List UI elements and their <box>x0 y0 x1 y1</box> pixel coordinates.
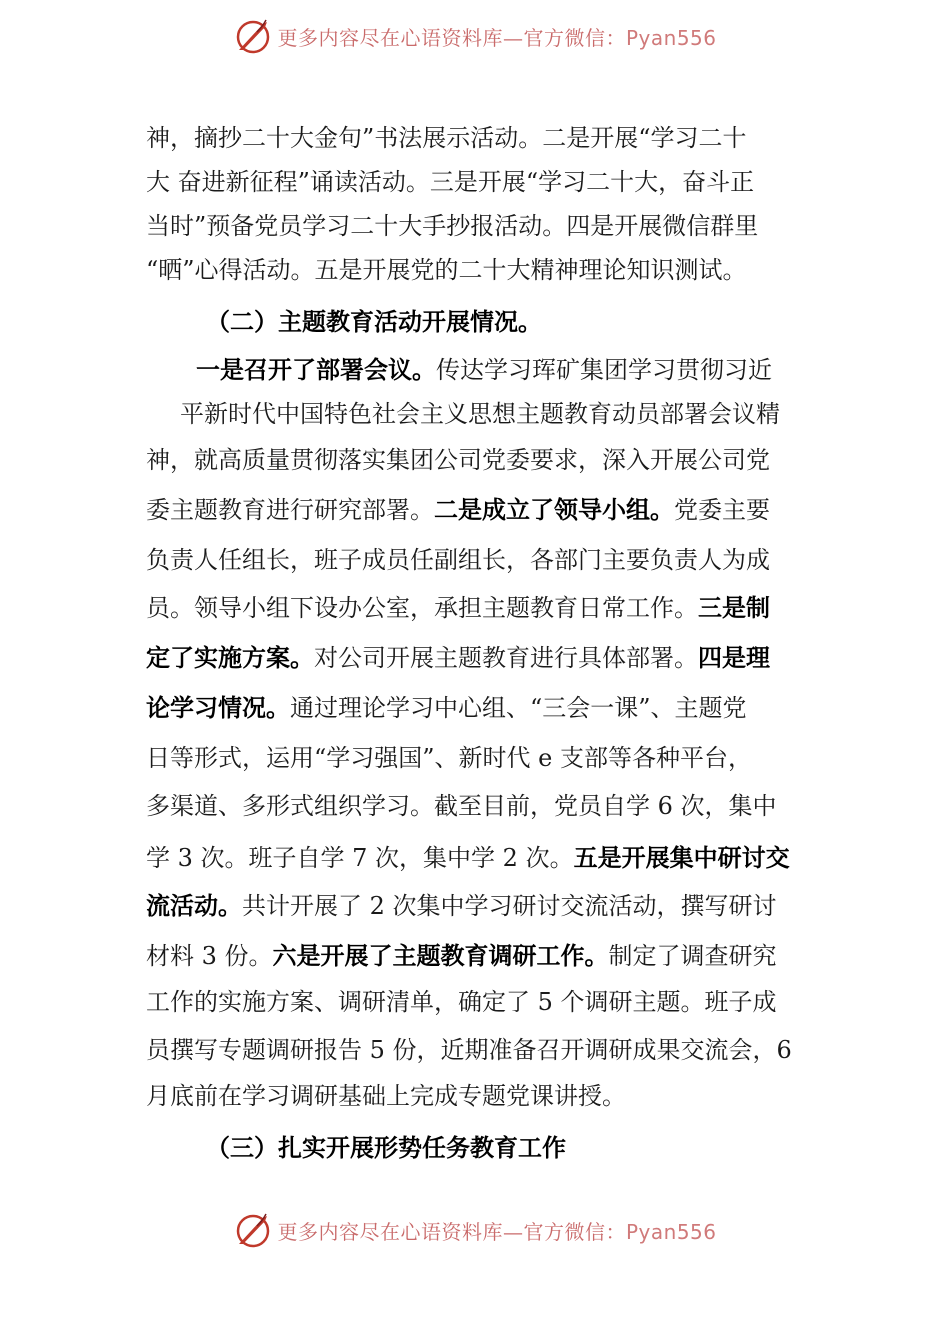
text-run: 共计开展了 2 次集中学习研讨交流活动，撰写研讨 <box>242 892 777 920</box>
footer-banner <box>0 1208 950 1252</box>
bold-phrase: 论学习情况。 <box>146 694 290 722</box>
bold-phrase: 流活动。 <box>146 892 242 920</box>
section-heading <box>206 1128 886 1168</box>
text-run: 传达学习珲矿集团学习贯彻习近 <box>436 356 772 384</box>
text-run: 员撰写专题调研报告 5 份，近期准备召开调研成果交流会，6 <box>146 1036 792 1064</box>
text-run: 负责人任组长，班子成员任副组长，各部门主要负责人为成 <box>146 546 770 574</box>
quill-logo-icon <box>233 1210 273 1250</box>
text-line <box>146 206 826 246</box>
text-run: “晒”心得活动。五是开展党的二十大精神理论知识测试。 <box>146 256 747 284</box>
text-line <box>146 490 826 530</box>
text-run: 党委主要 <box>674 496 770 524</box>
text-line <box>146 1030 826 1070</box>
bold-phrase: 二是成立了领导小组。 <box>434 496 674 524</box>
text-line <box>146 1076 826 1116</box>
bold-phrase: 定了实施方案。 <box>146 644 314 672</box>
text-line <box>146 936 826 976</box>
text-run: 对公司开展主题教育进行具体部署。 <box>314 644 698 672</box>
text-run: 日等形式，运用“学习强国”、新时代 e 支部等各种平台， <box>146 744 752 772</box>
text-line <box>146 118 826 158</box>
text-run: 员。领导小组下设办公室，承担主题教育日常工作。 <box>146 594 698 622</box>
text-line <box>146 638 826 678</box>
bold-phrase: （二）主题教育活动开展情况。 <box>206 308 542 336</box>
text-run: 多渠道、多形式组织学习。截至目前，党员自学 6 次，集中 <box>146 792 777 820</box>
text-run: 学 3 次。班子自学 7 次，集中学 2 次。 <box>146 844 574 872</box>
text-run: 神，就高质量贯彻落实集团公司党委要求，深入开展公司党 <box>146 446 770 474</box>
text-line <box>146 982 826 1022</box>
text-line <box>146 162 826 202</box>
header-banner <box>0 14 950 58</box>
text-line <box>146 588 826 628</box>
bold-phrase: 五是开展集中研讨交 <box>573 844 790 872</box>
bold-phrase: 六是开展了主题教育调研工作。 <box>272 942 609 970</box>
text-line <box>146 688 826 728</box>
text-run: 工作的实施方案、调研清单，确定了 5 个调研主题。班子成 <box>146 988 777 1016</box>
banner-text: 更多内容尽在心语资料库—官方微信：Pyan556 <box>277 25 717 50</box>
bold-phrase: （三）扎实开展形势任务教育工作 <box>206 1134 566 1162</box>
text-line <box>146 738 826 778</box>
banner-text: 更多内容尽在心语资料库—官方微信：Pyan556 <box>277 1219 717 1244</box>
section-heading <box>206 302 886 342</box>
text-run: 神，摘抄二十大金句”书法展示活动。二是开展“学习二十 <box>146 124 747 152</box>
text-line <box>146 540 826 580</box>
quill-logo-icon <box>233 16 273 56</box>
text-run: 月底前在学习调研基础上完成专题党课讲授。 <box>146 1082 626 1110</box>
text-line <box>196 350 876 390</box>
text-run: 通过理论学习中心组、“三会一课”、主题党 <box>290 694 747 722</box>
text-line <box>146 786 826 826</box>
text-run: 制定了调查研究 <box>608 942 777 970</box>
text-line <box>146 440 826 480</box>
bold-phrase: 三是制 <box>698 594 770 622</box>
text-line <box>146 838 826 878</box>
text-run: 委主题教育进行研究部署。 <box>146 496 434 524</box>
text-line <box>180 394 860 434</box>
text-line <box>146 250 826 290</box>
text-run: 平新时代中国特色社会主义思想主题教育动员部署会议精 <box>180 400 780 428</box>
bold-phrase: 一是召开了部署会议。 <box>196 356 436 384</box>
bold-phrase: 四是理 <box>698 644 770 672</box>
text-run: 大 奋进新征程”诵读活动。三是开展“学习二十大，奋斗正 <box>146 168 755 196</box>
text-line <box>146 886 826 926</box>
text-run: 材料 3 份。 <box>146 942 273 970</box>
text-run: 当时”预备党员学习二十大手抄报活动。四是开展微信群里 <box>146 212 759 240</box>
